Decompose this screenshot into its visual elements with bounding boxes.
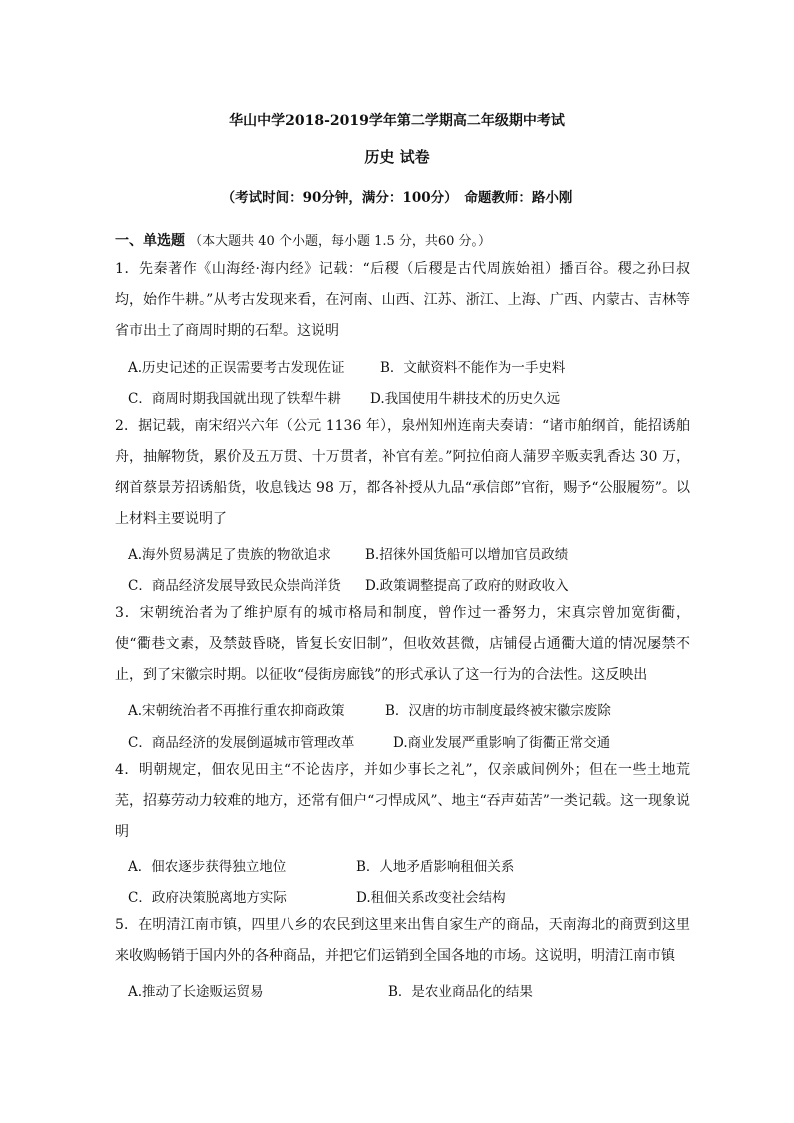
question-stem: 5．在明清江南市镇，四里八乡的农民到这里来出售自家生产的商品，天南海北的商贾到这里来收购畅销于国内外的各种商品，并把它们运销到全国各地的市场。这说明，明清江南市镇 — [115, 917, 690, 964]
option-c: C．政府决策脱离地方实际 — [128, 890, 287, 906]
section-note: （本大题共 40 个小题，每小题 1.5 分，共60 分。） — [189, 234, 492, 249]
option-b: B．人地矛盾影响租佃关系 — [356, 859, 515, 875]
question-stem: 3．宋朝统治者为了维护原有的城市格局和制度，曾作过一番努力，宋真宗曾加宽街衢，使“衢巷文素，及禁鼓昏晓，皆复长安旧制”，但收效甚微，店铺侵占通衢大道的情况屡禁不止，到了宋徽宗时期。以征收“侵街房廊钱”的形式承认了这一行为的合法性。这反映出 — [115, 605, 690, 683]
section-heading-line — [115, 230, 491, 250]
option-b: B．是农业商品化的结果 — [388, 984, 533, 1000]
option-c: C．商周时期我国就出现了铁犁牛耕 — [128, 391, 341, 407]
option-d: D.政策调整提高了政府的财政收入 — [365, 578, 569, 594]
option-a: A．佃农逐步获得独立地位 — [128, 859, 287, 875]
option-d: D.商业发展严重影响了街衢正常交通 — [393, 735, 611, 751]
option-c: C．商品经济的发展倒逼城市管理改革 — [128, 735, 355, 751]
option-a: A.海外贸易满足了贵族的物欲追求 — [128, 547, 332, 563]
section-heading: 一、单选题 — [115, 233, 185, 249]
option-b: B．汉唐的坊市制度最终被宋徽宗废除 — [385, 703, 611, 719]
option-d: D.我国使用牛耕技术的历史久远 — [370, 391, 561, 407]
exam-subject: 历史 试卷 — [364, 148, 430, 166]
exam-meta: （考试时间：90分钟，满分：100分） 命题教师：路小刚 — [221, 190, 573, 206]
question-stem: 2．据记载，南宋绍兴六年（公元 1136 年），泉州知州连南夫奏请：“诸市舶纲首，能招诱舶舟，抽解物货，累价及五万贯、十万贯者，补官有差。”阿拉伯商人蒲罗辛贩卖乳香达 30 万，纲首蔡景芳招诱船货，收息钱达 98 万，都各补授从九品“承信郎”官衔，赐予“公服履笏”。以上材料主要说明了 — [115, 418, 690, 527]
question-stem: 4．明朝规定，佃农见田主“不论齿序，并如少事长之礼”，仅亲戚间例外；但在一些土地荒芜，招募劳动力较难的地方，还常有佃户“刁悍成风”、地主“吞声茹苦”一类记载。这一现象说明 — [115, 762, 690, 840]
question-stem: 1．先秦著作《山海经·海内经》记载：“后稷（后稷是古代周族始祖）播百谷。稷之孙曰叔均，始作牛耕。”从考古发现来看，在河南、山西、江苏、浙江、上海、广西、内蒙古、吉林等省市出土了商周时期的石犁。这说明 — [115, 261, 690, 339]
option-a: A.历史记述的正误需要考古发现佐证 — [128, 360, 345, 376]
option-d: D.租佃关系改变社会结构 — [356, 890, 506, 906]
exam-title: 华山中学2018-2019学年第二学期高二年级期中考试 — [229, 113, 565, 129]
option-a: A.推动了长途贩运贸易 — [128, 984, 264, 1000]
option-b: B.招徕外国货船可以增加官员政绩 — [365, 547, 569, 563]
option-c: C．商品经济发展导致民众崇尚洋货 — [128, 578, 341, 594]
option-b: B．文献资料不能作为一手史料 — [380, 360, 566, 376]
option-a: A.宋朝统治者不再推行重农抑商政策 — [128, 703, 345, 719]
